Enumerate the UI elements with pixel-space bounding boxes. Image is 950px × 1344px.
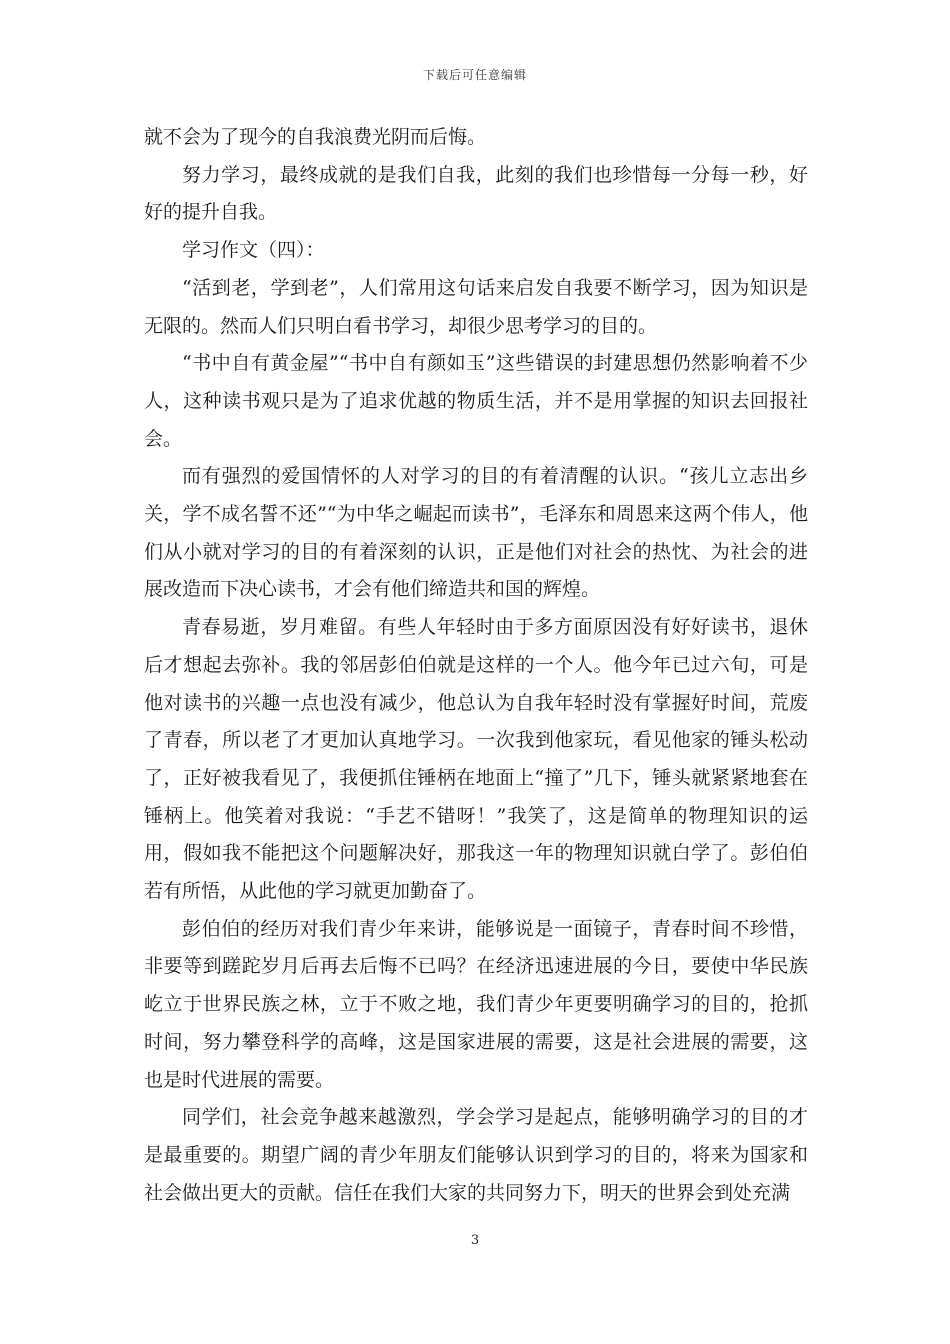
paragraph: 努力学习，最终成就的是我们自我，此刻的我们也珍惜每一分每一秒，好好的提升自我。	[144, 163, 808, 224]
paragraph: “活到老，学到老”，人们常用这句话来启发自我要不断学习，因为知识是无限的。然而人们只明白看书学习，却很少思考学习的目的。	[144, 276, 808, 337]
paragraph: “书中自有黄金屋”“书中自有颜如玉”这些错误的封建思想仍然影响着不少人，这种读书观只是为了追求优越的物质生活，并不是用掌握的知识去回报社会。	[144, 352, 808, 450]
paragraph: 青春易逝，岁月难留。有些人年轻时由于多方面原因没有好好读书，退休后才想起去弥补。我的邻居彭伯伯就是这样的一个人。他今年已过六旬，可是他对读书的兴趣一点也没有减少，他总认为自我年轻时没有掌握好时间，荒废了青春，所以老了才更加认真地学习。一次我到他家玩，看见他家的锤头松动了，正好被我看见了，我便抓住锤柄在地面上“撞了”几下，锤头就紧紧地套在锤柄上。他笑着对我说：“手艺不错呀！”我笑了，这是简单的物理知识的运用，假如我不能把这个问题解决好，那我这一年的物理知识就白学了。彭伯伯若有所悟，从此他的学习就更加勤奋了。	[144, 616, 808, 903]
paragraph: 就不会为了现今的自我浪费光阴而后悔。	[144, 126, 487, 148]
paragraph: 而有强烈的爱国情怀的人对学习的目的有着清醒的认识。“孩儿立志出乡关，学不成名誓不还”“为中华之崛起而读书”，毛泽东和周恩来这两个伟人，他们从小就对学习的目的有着深刻的认识，正是他们对社会的热忱、为社会的进展改造而下决心读书，才会有他们缔造共和国的辉煌。	[144, 465, 808, 601]
document-body	[144, 119, 808, 1212]
paragraph: 同学们，社会竞争越来越激烈，学会学习是起点，能够明确学习的目的才是最重要的。期望广阔的青少年朋友们能够认识到学习的目的，将来为国家和社会做出更大的贡献。信任在我们大家的共同努力下，明天的世界会到处充满	[144, 1106, 808, 1204]
section-heading: 学习作文（四）：	[182, 239, 325, 262]
paragraph: 彭伯伯的经历对我们青少年来讲，能够说是一面镜子，青春时间不珍惜，非要等到蹉跎岁月后再去后悔不已吗？在经济迅速进展的今日，要使中华民族屹立于世界民族之林，立于不败之地，我们青少年更要明确学习的目的，抢抓时间，努力攀登科学的高峰，这是国家进展的需要，这是社会进展的需要，这也是时代进展的需要。	[144, 917, 808, 1091]
page-number: 3	[470, 1233, 480, 1248]
page-header: 下载后可任意编辑	[422, 68, 527, 82]
